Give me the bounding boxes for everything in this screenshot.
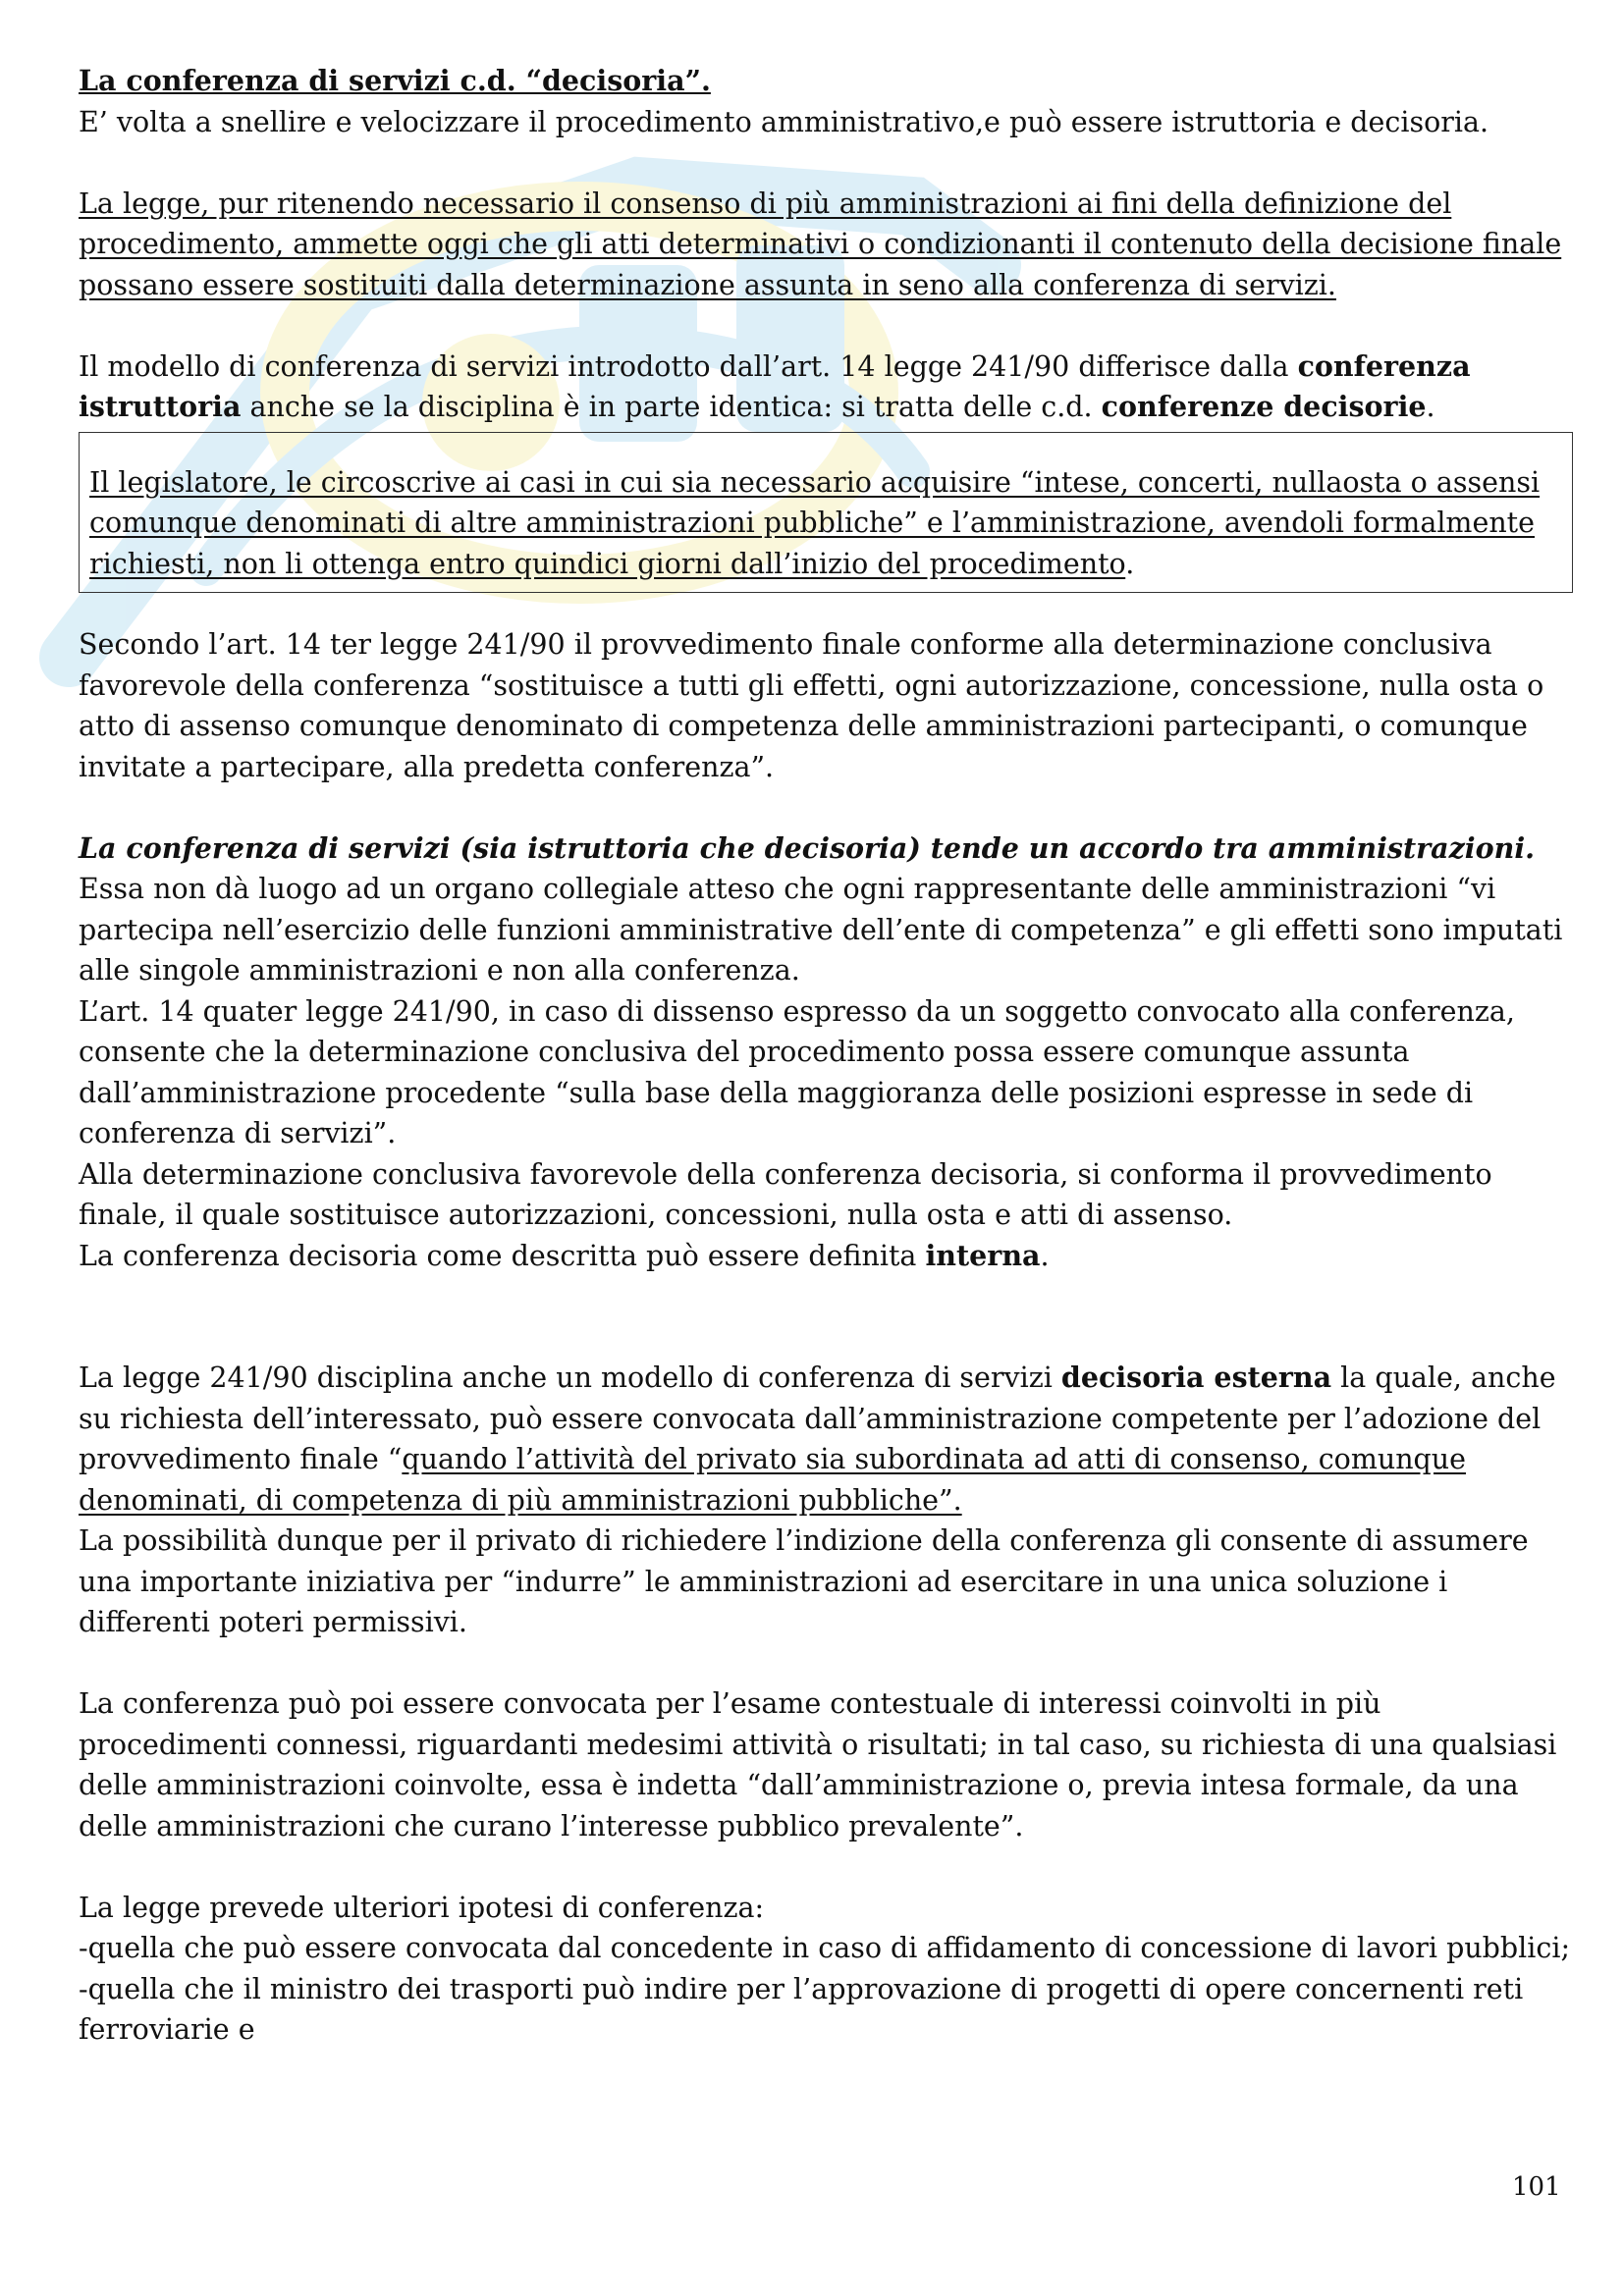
paragraph-procedimenti-connessi: La conferenza può poi essere convocata per l’esame contestuale di interessi coinvolti in più procedimenti connessi, riguardanti medesimi attività o risultati; in tal caso, su richiesta di una qualsiasi delle amministrazioni coinvolte, essa è indetta “dall’amministrazione o, previa intesa formale, da una delle amministrazioni che curano l’interesse pubblico prevalente”. — [79, 1687, 1557, 1842]
section-title: La conferenza di servizi c.d. “decisoria”. — [79, 64, 711, 97]
paragraph-heading-accordo: La conferenza di servizi (sia istruttoria che decisoria) tende un accordo tra amministrazioni. — [79, 830, 1536, 865]
paragraph-ulteriori-ipotesi: La legge prevede ulteriori ipotesi di conferenza: — [79, 1891, 765, 1924]
list-item: -quella che può essere convocata dal concedente in caso di affidamento di concessione di lavori pubblici; — [79, 1932, 1571, 1964]
boxed-note-text: Il legislatore, le circoscrive ai casi in cui sia necessario acquisire “intese, concerti, nullaosta o assensi comunque denominati di altre amministrazioni pubbliche” e l’amministrazione, avendoli formalmente richiesti, non li ottenga entro quindici giorni dall’inizio del procedimento. — [89, 465, 1541, 580]
paragraph-intro: E’ volta a snellire e velocizzare il procedimento amministrativo,e può essere istruttoria e decisoria. — [79, 105, 1489, 138]
document-body — [79, 61, 1571, 2051]
paragraph-privato: La possibilità dunque per il privato di richiedere l’indizione della conferenza gli consente di assumere una importante iniziativa per “indurre” le amministrazioni ad esercitare in una unica soluzione i differenti poteri permissivi. — [79, 1524, 1529, 1638]
paragraph-interna: La conferenza decisoria come descritta può essere definita interna. — [79, 1238, 1050, 1272]
paragraph-art14quater: L’art. 14 quater legge 241/90, in caso di dissenso espresso da un soggetto convocato alla conferenza, consente che la determinazione conclusiva del procedimento possa essere comunque assunta dall’amministrazione procedente “sulla base della maggioranza delle posizioni espresse in sede di conferenza di servizi”. — [79, 994, 1515, 1149]
paragraph-legge-consenso: La legge, pur ritenendo necessario il consenso di più amministrazioni ai fini della definizione del procedimento, ammette oggi che gli atti determinativi o condizionanti il contenuto della decisione finale possano essere sostituiti dalla determinazione assunta in seno alla conferenza di servizi. — [79, 187, 1562, 301]
list-item: -quella che il ministro dei trasporti può indire per l’approvazione di progetti di opere concernenti reti ferroviarie e — [79, 1972, 1524, 2046]
paragraph-organo-collegiale: Essa non dà luogo ad un organo collegiale atteso che ogni rappresentante delle amministrazioni “vi partecipa nell’esercizio delle funzioni amministrative dell’ente di competenza” e gli effetti sono imputati alle singole amministrazioni e non alla conferenza. — [79, 873, 1563, 987]
paragraph-decisoria-esterna: La legge 241/90 disciplina anche un modello di conferenza di servizi decisoria esterna la quale, anche su richiesta dell’interessato, può essere convocata dall’amministrazione competente per l’adozione del provvedimento finale “quando l’attività del privato sia subordinata ad atti di consenso, comunque denominati, di competenza di più amministrazioni pubbliche”. — [79, 1361, 1556, 1517]
page-number: 101 — [1512, 2172, 1561, 2202]
paragraph-determinazione: Alla determinazione conclusiva favorevole della conferenza decisoria, si conforma il provvedimento finale, il quale sostituisce autorizzazioni, concessioni, nulla osta e atti di assenso. — [79, 1157, 1492, 1231]
boxed-note — [79, 432, 1573, 594]
paragraph-modello: Il modello di conferenza di servizi introdotto dall’art. 14 legge 241/90 differisce dalla conferenza istruttoria anche se la disciplina è in parte identica: si tratta delle c.d. conferenze decisorie. — [79, 348, 1471, 423]
paragraph-art14ter: Secondo l’art. 14 ter legge 241/90 il provvedimento finale conforme alla determinazione conclusiva favorevole della conferenza “sostituisce a tutti gli effetti, ogni autorizzazione, concessione, nulla osta o atto di assenso comunque denominato di competenza delle amministrazioni partecipanti, o comunque invitate a partecipare, alla predetta conferenza”. — [79, 628, 1544, 783]
